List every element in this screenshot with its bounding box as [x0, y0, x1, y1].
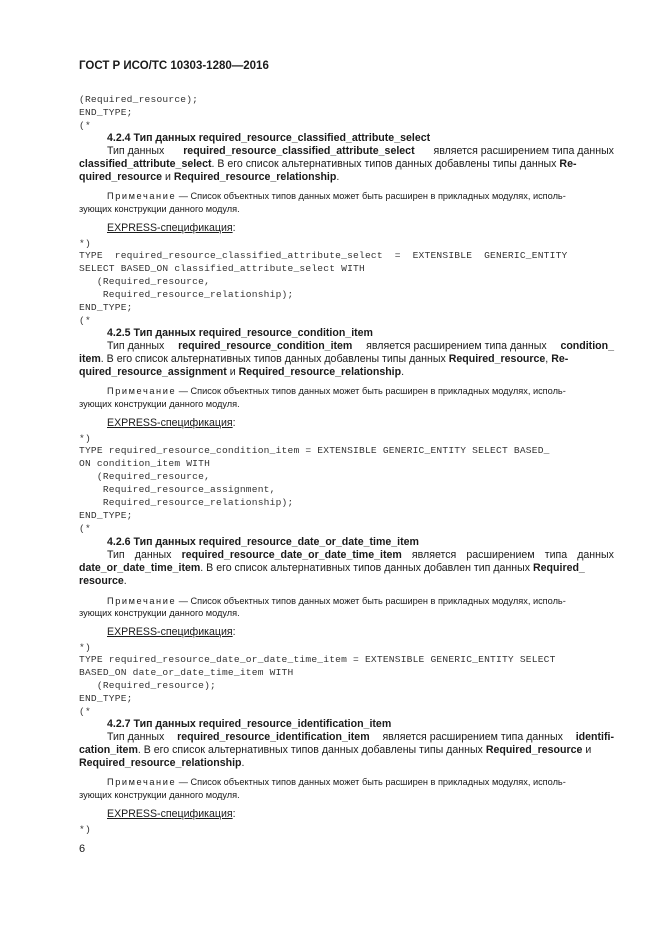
paragraph-line: [79, 562, 614, 574]
text: :: [232, 417, 236, 429]
paragraph-line: [79, 158, 614, 170]
note-text: — Список объектных типов данных может быть расширен в прикладных модулях, исполь-: [178, 191, 566, 201]
document-header: ГОСТ Р ИСО/ТС 10303-1280—2016: [79, 60, 269, 72]
note-line: [107, 191, 566, 201]
code-line: Required_resource_relationship);: [79, 497, 294, 508]
code-line: (*: [79, 523, 91, 534]
note-label: Примечание: [107, 191, 177, 201]
code-line: ON condition_item WITH: [79, 458, 211, 469]
term: Required_: [533, 562, 585, 574]
code-line: Required_resource_relationship);: [79, 289, 294, 300]
paragraph-line: [79, 366, 404, 378]
term: identifi-: [575, 731, 614, 743]
text: :: [232, 222, 236, 234]
code-line: END_TYPE;: [79, 107, 133, 118]
code-line: TYPE required_resource_date_or_date_time_item = EXTENSIBLE GENERIC_ENTITY SELECT: [79, 654, 556, 665]
term: required_resource_condition_item: [178, 340, 353, 352]
text: :: [232, 808, 236, 820]
code-line: (*: [79, 706, 91, 717]
text: ,: [545, 353, 549, 365]
text: Тип: [107, 549, 125, 561]
code-line: *): [79, 238, 91, 249]
term: condition_: [560, 340, 614, 352]
code-line: END_TYPE;: [79, 693, 133, 704]
term: quired_resource: [79, 171, 163, 183]
note-line: зующих конструкции данного модуля.: [79, 790, 240, 800]
term: Required_resource: [448, 353, 546, 365]
code-line: (*: [79, 120, 91, 131]
express-label: EXPRESS-спецификация: [107, 626, 233, 638]
text: и: [229, 366, 236, 378]
text: является расширением типа данных: [366, 340, 547, 352]
note-label: Примечание: [107, 386, 177, 396]
text: является расширением типа данных: [433, 145, 614, 157]
paragraph-line: [107, 145, 614, 157]
note-text: — Список объектных типов данных может быть расширен в прикладных модулях, исполь-: [178, 386, 566, 396]
text: .: [401, 366, 405, 378]
text: Тип данных: [107, 145, 165, 157]
code-line: SELECT BASED_ON classified_attribute_select WITH: [79, 263, 365, 274]
express-heading: [107, 626, 236, 638]
text: .: [241, 757, 245, 769]
paragraph-line: [107, 340, 614, 352]
text: расширением: [466, 549, 535, 561]
term: cation_item: [79, 744, 138, 756]
paragraph-line: [79, 353, 614, 365]
note-text: — Список объектных типов данных может быть расширен в прикладных модулях, исполь-: [178, 777, 566, 787]
code-line: (Required_resource);: [79, 680, 217, 691]
code-line: END_TYPE;: [79, 302, 133, 313]
note-line: зующих конструкции данного модуля.: [79, 608, 240, 618]
term: Required_resource: [485, 744, 583, 756]
note-line: зующих конструкции данного модуля.: [79, 399, 240, 409]
term: classified_attribute_select: [79, 158, 212, 170]
term: resource: [79, 575, 124, 587]
paragraph-line: [79, 575, 127, 587]
code-line: *): [79, 642, 91, 653]
term: item: [79, 353, 101, 365]
text: данных: [577, 549, 614, 561]
term: required_resource_date_or_date_time_item: [181, 549, 402, 561]
text: . В его список альтернативных типов данных добавлены типы данных: [211, 158, 557, 170]
code-line: (Required_resource,: [79, 471, 211, 482]
code-line: Required_resource_assignment,: [79, 484, 276, 495]
express-label: EXPRESS-спецификация: [107, 222, 233, 234]
note-line: зующих конструкции данного модуля.: [79, 204, 240, 214]
text: .: [336, 171, 340, 183]
term: Re-: [559, 158, 577, 170]
text: Тип данных: [107, 340, 165, 352]
section-heading: 4.2.5 Тип данных required_resource_condition_item: [107, 327, 373, 339]
express-heading: [107, 417, 236, 429]
term: required_resource_classified_attribute_select: [183, 145, 415, 157]
express-label: EXPRESS-спецификация: [107, 417, 233, 429]
section-heading: 4.2.4 Тип данных required_resource_classified_attribute_select: [107, 132, 431, 144]
paragraph-line: [79, 744, 614, 756]
paragraph-line: [79, 171, 339, 183]
text: является расширением типа данных: [382, 731, 563, 743]
note-line: [107, 777, 566, 787]
term: Required_resource_relationship: [79, 757, 242, 769]
express-label: EXPRESS-спецификация: [107, 808, 233, 820]
note-label: Примечание: [107, 777, 177, 787]
text: и: [164, 171, 171, 183]
note-line: [107, 596, 566, 606]
section-heading: 4.2.6 Тип данных required_resource_date_or_date_time_item: [107, 536, 419, 548]
page-number: 6: [79, 843, 86, 855]
note-text: — Список объектных типов данных может быть расширен в прикладных модулях, исполь-: [178, 596, 566, 606]
term: Re-: [551, 353, 569, 365]
term: Required_resource_relationship: [173, 171, 337, 183]
term: Required_resource_relationship: [238, 366, 402, 378]
express-heading: [107, 808, 236, 820]
code-line: *): [79, 824, 91, 835]
term: quired_resource_assignment: [79, 366, 227, 378]
text: Тип данных: [107, 731, 165, 743]
code-line: BASED_ON date_or_date_time_item WITH: [79, 667, 294, 678]
text: . В его список альтернативных типов данных добавлен тип данных: [200, 562, 531, 574]
text: . В его список альтернативных типов данных добавлены типы данных: [137, 744, 483, 756]
text: данных: [134, 549, 172, 561]
paragraph-line: [107, 731, 614, 743]
text: и: [585, 744, 592, 756]
paragraph-line: [79, 757, 244, 769]
code-line: (*: [79, 315, 91, 326]
code-line: *): [79, 433, 91, 444]
text: . В его список альтернативных типов данных добавлены типы данных: [100, 353, 446, 365]
express-heading: [107, 222, 236, 234]
code-line: TYPE required_resource_classified_attribute_select = EXTENSIBLE GENERIC_ENTITY: [79, 250, 568, 261]
text: .: [123, 575, 127, 587]
paragraph-line: [107, 549, 614, 561]
term: required_resource_identification_item: [177, 731, 370, 743]
code-line: (Required_resource);: [79, 94, 199, 105]
code-line: TYPE required_resource_condition_item = EXTENSIBLE GENERIC_ENTITY SELECT BASED_: [79, 445, 550, 456]
text: :: [232, 626, 236, 638]
note-label: Примечание: [107, 596, 177, 606]
text: является: [411, 549, 457, 561]
code-line: END_TYPE;: [79, 510, 133, 521]
note-line: [107, 386, 566, 396]
term: date_or_date_time_item: [79, 562, 201, 574]
text: типа: [544, 549, 568, 561]
code-line: (Required_resource,: [79, 276, 211, 287]
section-heading: 4.2.7 Тип данных required_resource_identification_item: [107, 718, 392, 730]
